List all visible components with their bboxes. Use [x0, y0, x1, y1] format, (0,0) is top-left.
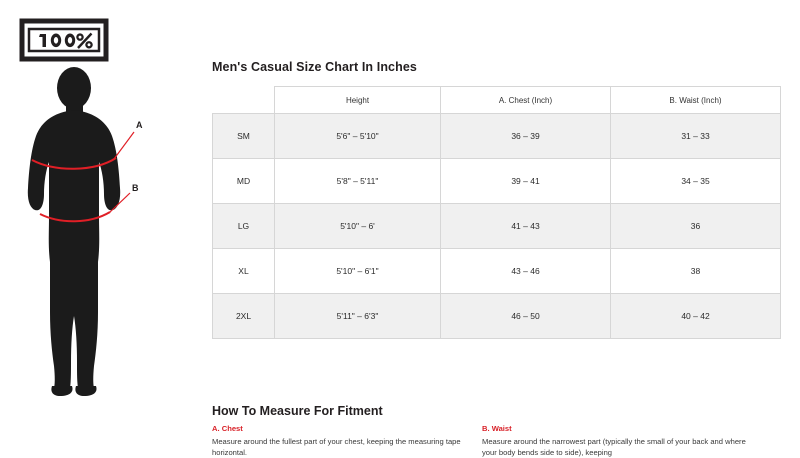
cell-size: LG [213, 204, 275, 249]
left-panel [0, 0, 200, 455]
column-header-waist: B. Waist (Inch) [611, 87, 781, 114]
cell-size: XL [213, 249, 275, 294]
cell-waist: 31 – 33 [611, 114, 781, 159]
table-body [213, 114, 781, 339]
column-header-blank [213, 87, 275, 114]
column-header-height: Height [275, 87, 441, 114]
table-row [213, 294, 781, 339]
table-header-row [213, 87, 781, 114]
measure-text-waist: Measure around the narrowest part (typically the small of your back and where your body bends side to side), keeping [482, 436, 746, 457]
measure-instruction-waist [482, 424, 750, 458]
figure-point-a-label: A [136, 120, 143, 130]
male-silhouette-icon [10, 66, 196, 396]
main-content [210, 0, 790, 455]
cell-height: 5'6" – 5'10" [275, 114, 441, 159]
logo-100-icon [18, 18, 110, 62]
cell-waist: 40 – 42 [611, 294, 781, 339]
cell-chest: 39 – 41 [441, 159, 611, 204]
measure-label-waist: B. Waist [482, 424, 512, 433]
cell-waist: 34 – 35 [611, 159, 781, 204]
table-header [213, 87, 781, 114]
measure-label-chest: A. Chest [212, 424, 243, 433]
measure-instruction-chest [212, 424, 462, 458]
cell-chest: 46 – 50 [441, 294, 611, 339]
figure-point-b-label: B [132, 183, 139, 193]
cell-waist: 38 [611, 249, 781, 294]
cell-chest: 43 – 46 [441, 249, 611, 294]
cell-size: SM [213, 114, 275, 159]
table-row [213, 204, 781, 249]
cell-height: 5'10" – 6'1" [275, 249, 441, 294]
cell-height: 5'11" – 6'3" [275, 294, 441, 339]
brand-logo [18, 18, 110, 62]
cell-size: MD [213, 159, 275, 204]
measure-text-chest: Measure around the fullest part of your chest, keeping the measuring tape horizontal. [212, 436, 461, 457]
table-row [213, 159, 781, 204]
cell-chest: 41 – 43 [441, 204, 611, 249]
how-to-measure-title: How To Measure For Fitment [212, 404, 383, 418]
cell-height: 5'10" – 6' [275, 204, 441, 249]
size-chart-table [212, 86, 781, 339]
page-title: Men's Casual Size Chart In Inches [212, 60, 417, 74]
table-row [213, 249, 781, 294]
cell-chest: 36 – 39 [441, 114, 611, 159]
table-row [213, 114, 781, 159]
column-header-chest: A. Chest (Inch) [441, 87, 611, 114]
cell-waist: 36 [611, 204, 781, 249]
body-figure [10, 66, 196, 396]
cell-size: 2XL [213, 294, 275, 339]
cell-height: 5'8" – 5'11" [275, 159, 441, 204]
